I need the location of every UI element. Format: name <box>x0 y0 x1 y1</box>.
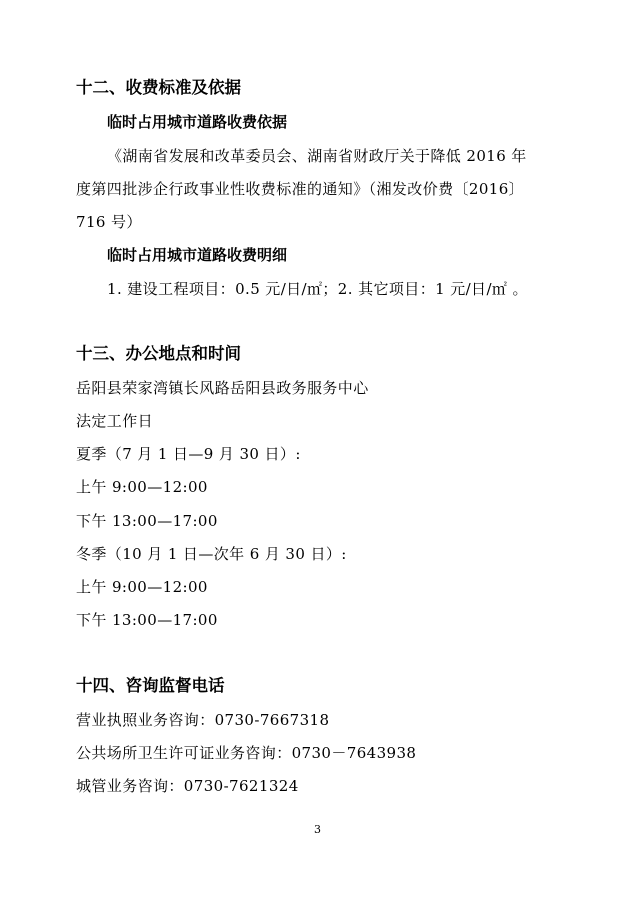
winter-morning-hours: 上午 9:00—12:00 <box>76 578 208 596</box>
winter-period: 冬季（10 月 1 日—次年 6 月 30 日）: <box>76 545 347 563</box>
fee-basis-title: 临时占用城市道路收费依据 <box>107 113 288 131</box>
summer-morning-hours: 上午 9:00—12:00 <box>76 478 208 496</box>
page-number: 3 <box>314 823 321 836</box>
fee-basis-text-line-3: 716 号） <box>76 213 142 231</box>
section-14-heading: 十四、咨询监督电话 <box>76 676 225 695</box>
fee-basis-text-line-1: 《湖南省发展和改革委员会、湖南省财政厅关于降低 2016 年 <box>107 147 527 165</box>
summer-afternoon-hours: 下午 13:00—17:00 <box>76 512 218 530</box>
fee-basis-text-line-2: 度第四批涉企行政事业性收费标准的通知》（湘发改价费〔2016〕 <box>76 180 525 198</box>
winter-afternoon-hours: 下午 13:00—17:00 <box>76 611 218 629</box>
section-12-heading: 十二、收费标准及依据 <box>76 78 241 97</box>
office-address: 岳阳县荣家湾镇长风路岳阳县政务服务中心 <box>76 379 369 397</box>
phone-business-license: 营业执照业务咨询：0730-7667318 <box>76 711 330 729</box>
office-workday: 法定工作日 <box>76 412 154 430</box>
phone-hygiene-permit: 公共场所卫生许可证业务咨询：0730－7643938 <box>76 744 417 762</box>
summer-period: 夏季（7 月 1 日—9 月 30 日）: <box>76 445 301 463</box>
section-13-heading: 十三、办公地点和时间 <box>76 344 241 363</box>
fee-detail-text: 1. 建设工程项目：0.5 元/日/㎡；2. 其它项目：1 元/日/㎡ 。 <box>107 280 528 298</box>
fee-detail-title: 临时占用城市道路收费明细 <box>107 246 288 264</box>
phone-urban-management: 城管业务咨询：0730-7621324 <box>76 777 299 795</box>
